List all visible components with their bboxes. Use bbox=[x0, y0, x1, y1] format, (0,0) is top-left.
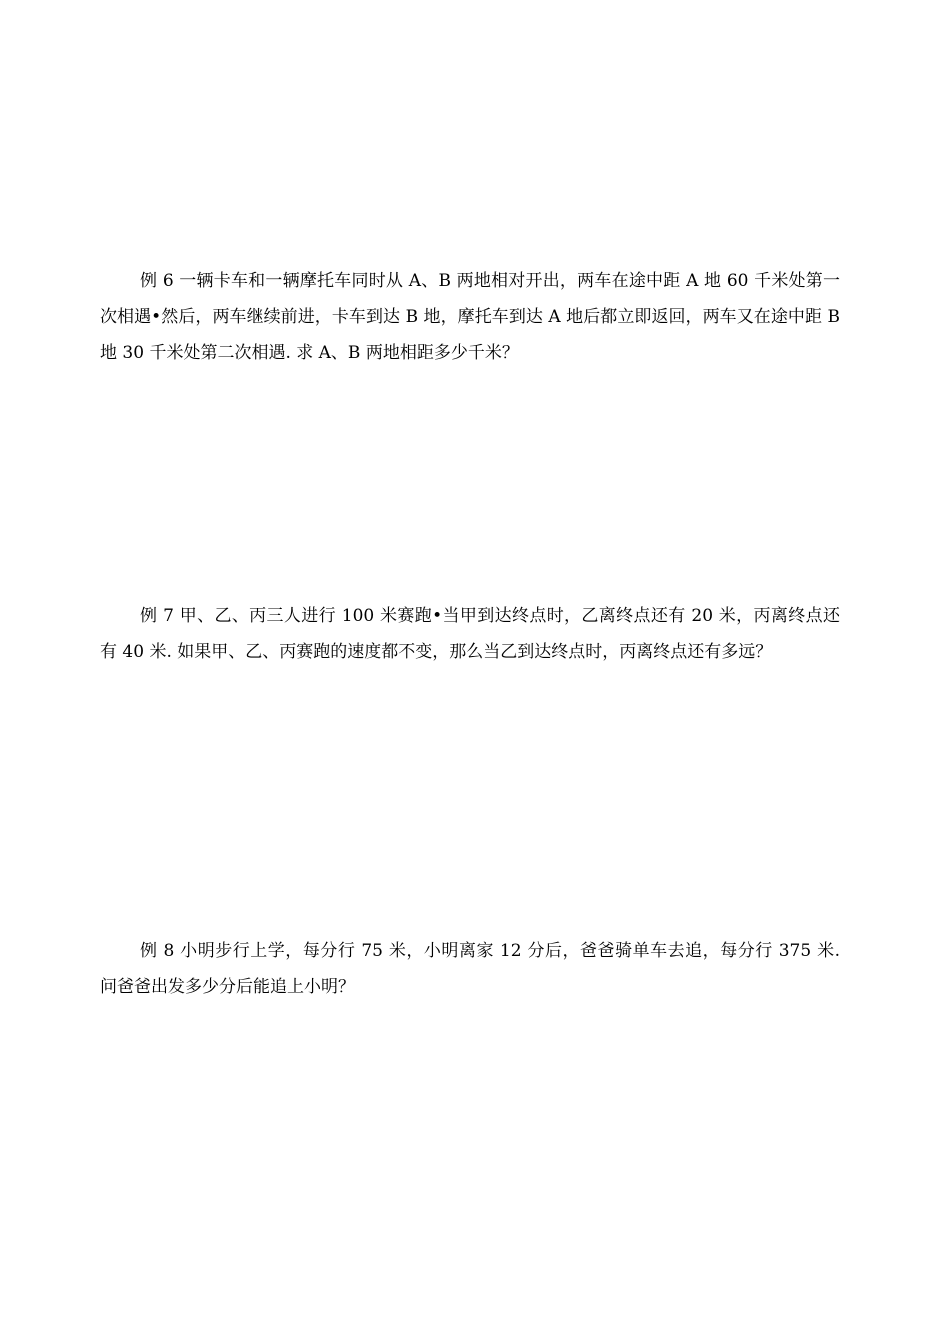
problem-7-text: 例 7 甲、乙、丙三人进行 100 米赛跑•当甲到达终点时，乙离终点还有 20 米，丙离终点还有 40 米. 如果甲、乙、丙赛跑的速度都不变，那么当乙到达终点时，丙离终点还有多远？ bbox=[100, 606, 840, 662]
problem-8-text: 例 8 小明步行上学，每分行 75 米，小明离家 12 分后，爸爸骑单车去追，每分行 375 米. 问爸爸出发多少分后能追上小明？ bbox=[100, 941, 840, 997]
problem-6-text: 例 6 一辆卡车和一辆摩托车同时从 A、B 两地相对开出，两车在途中距 A 地 60 千米处第一次相遇•然后，两车继续前进，卡车到达 B 地，摩托车到达 A 地后都立即返回，两车又在途中距 B 地 30 千米处第二次相遇. 求 A、B 两地相距多少千米？ bbox=[100, 271, 840, 363]
